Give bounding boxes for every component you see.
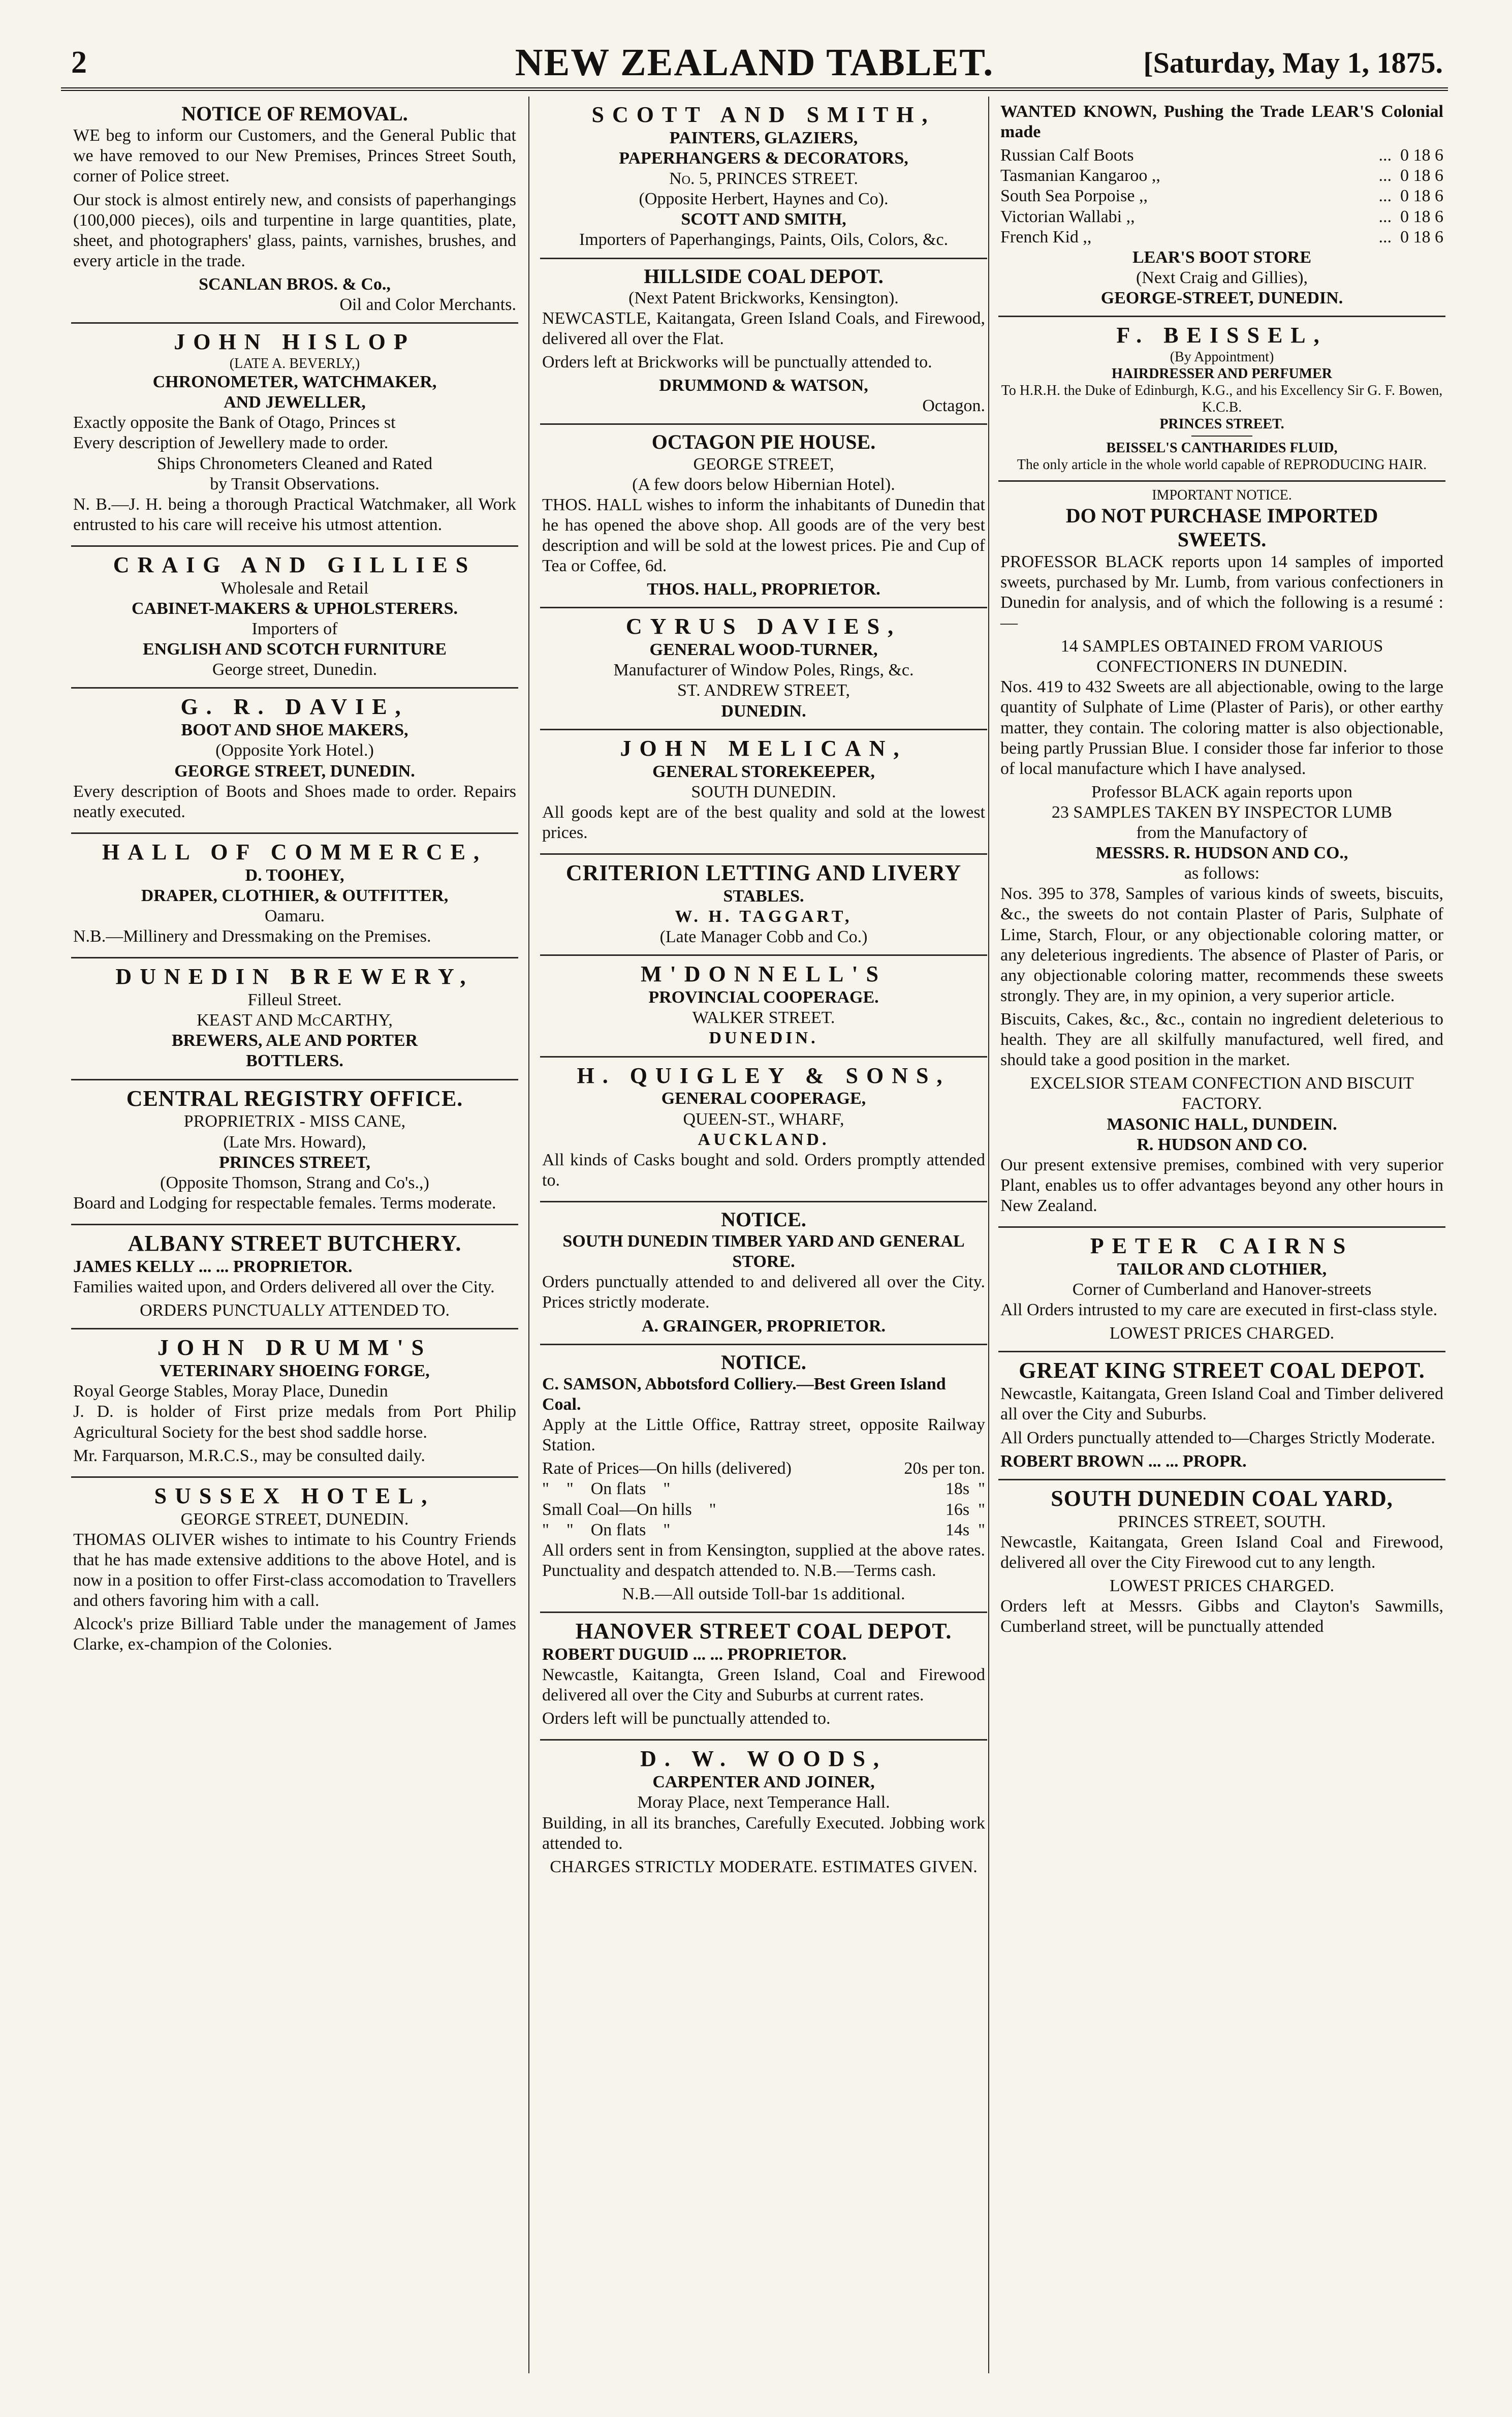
ad-text: PROFESSOR BLACK reports upon 14 samples of imported sweets, purchased by Mr. Lumb, from various confectioners in Dunedin for analysis, and of which the following is a resumé :— — [1000, 552, 1443, 632]
ad-line: No. 5, PRINCES STREET. — [669, 169, 858, 189]
ad-line: ORDERS PUNCTUALLY ATTENDED TO. — [140, 1301, 450, 1320]
ad-text: Newcastle, Kaitangata, Green Island Coal and Firewood, delivered all over the City Firewood cut to any length. — [1000, 1532, 1443, 1572]
ad-text: Orders punctually attended to and delivered all over the City. Prices strictly moderate. — [542, 1273, 985, 1312]
ad-line: (By Appointment) — [1170, 349, 1274, 365]
price-row — [542, 1479, 985, 1499]
ad-line: Manufacturer of Window Poles, Rings, &c. — [613, 661, 914, 680]
advertiser-name: SCANLAN BROS. & Co., — [199, 274, 391, 294]
ad-heading: GREAT KING STREET COAL DEPOT. — [1019, 1358, 1425, 1383]
price-cell: ... — [1378, 187, 1392, 206]
ad-line: KEAST AND McCARTHY, — [197, 1011, 393, 1030]
ad-heading: DO NOT PURCHASE IMPORTED — [1065, 504, 1378, 528]
ad-line: (Opposite Herbert, Haynes and Co). — [639, 190, 889, 209]
ad-heading: SCOTT AND SMITH, — [591, 102, 936, 127]
ad-line: Wholesale and Retail — [220, 578, 369, 598]
ad-heading: CRITERION LETTING AND LIVERY — [565, 860, 962, 886]
ad-line: Octagon. — [922, 396, 985, 416]
price-row — [1000, 166, 1443, 186]
ad-heading: PETER CAIRNS — [1090, 1233, 1354, 1259]
ad-line: CHRONOMETER, WATCHMAKER, — [152, 373, 437, 392]
ad-heading: G. R. DAVIE, — [180, 694, 409, 720]
ad-text: THOS. HALL wishes to inform the inhabitants of Dunedin that he has opened the above shop. All goods are of the very best description and will be sold at the lowest prices. Pie and Cup of Tea or Coffee, 6d. — [542, 495, 985, 576]
price-row — [542, 1520, 985, 1540]
ad-text: Orders left at Messrs. Gibbs and Clayton's Sawmills, Cumberland street, will be punctually attended — [1000, 1597, 1443, 1636]
price-row — [1000, 145, 1443, 166]
price-row — [1000, 227, 1443, 247]
ad-mdonnell-cooperage — [540, 956, 987, 1057]
ad-line: CABINET-MAKERS & UPHOLSTERERS. — [131, 599, 458, 618]
ad-line: (Opposite Thomson, Strang and Co's.,) — [160, 1173, 429, 1192]
ad-quigley-cooperage — [540, 1058, 987, 1202]
ad-line: as follows: — [1184, 864, 1260, 883]
ad-line: GEORGE STREET, DUNEDIN. — [180, 1509, 409, 1529]
ad-line: C. SAMSON, Abbotsford Colliery.—Best Green Island Coal. — [542, 1374, 946, 1414]
ad-heading: M'DONNELL'S — [640, 962, 887, 987]
ad-great-king-coal — [998, 1352, 1445, 1480]
price-row — [1000, 186, 1443, 206]
ad-line: WALKER STREET. — [692, 1008, 835, 1028]
advertiser-name: A. GRAINGER, PROPRIETOR. — [641, 1316, 886, 1336]
ad-line: Importers of Paperhangings, Paints, Oils, Colors, &c. — [579, 230, 949, 250]
ad-hall-of-commerce — [71, 834, 518, 958]
ad-john-hislop — [71, 324, 518, 547]
ad-heading: CRAIG AND GILLIES — [113, 552, 477, 577]
ad-line: DUNEDIN. — [721, 701, 806, 721]
price-cell: ... — [1378, 166, 1392, 185]
ad-albany-butchery — [71, 1225, 518, 1329]
ad-line: Importers of — [251, 619, 338, 639]
ad-heading: F. BEISSEL, — [1116, 323, 1328, 348]
ad-line: GENERAL COOPERAGE, — [661, 1089, 866, 1108]
ad-line: GEORGE STREET, — [693, 454, 834, 474]
price-cell: 0 18 6 — [1400, 207, 1443, 226]
price-cell: Russian Calf Boots — [1000, 146, 1134, 165]
ad-text: J. D. is holder of First prize medals from Port Philip Agricultural Society for the best shod saddle horse. — [73, 1402, 516, 1442]
ad-line: MESSRS. R. HUDSON AND CO., — [1095, 844, 1348, 863]
price-cell — [1392, 227, 1400, 247]
advertiser-trade: Oil and Color Merchants. — [339, 295, 516, 315]
ad-line: MASONIC HALL, DUNDEIN. — [1107, 1114, 1337, 1134]
ad-line: PROPRIETRIX - MISS CANE, — [183, 1112, 406, 1131]
ad-heading: D. W. WOODS, — [640, 1746, 887, 1772]
ad-line: George street, Dunedin. — [212, 660, 377, 679]
ad-notice-of-removal — [71, 97, 518, 324]
ad-hudson-sweets — [998, 482, 1445, 1228]
ad-line: Royal George Stables, Moray Place, Dunedin — [73, 1382, 388, 1401]
ad-john-drumm — [71, 1329, 518, 1477]
ad-heading: JOHN HISLOP — [174, 329, 416, 355]
column-rule — [528, 97, 529, 2373]
ad-heading: SWEETS. — [1177, 528, 1267, 551]
ad-line: SCOTT AND SMITH, — [681, 210, 846, 229]
ad-line: (LATE A. BEVERLY,) — [229, 356, 360, 372]
price-cell: 0 18 6 — [1400, 187, 1443, 206]
ad-line: D. TOOHEY, — [245, 865, 344, 885]
ad-craig-and-gillies — [71, 547, 518, 689]
price-cell: Tasmanian Kangaroo ,, — [1000, 166, 1160, 185]
ad-line: The only article in the whole world capable of REPRODUCING HAIR. — [1017, 457, 1427, 473]
ad-line: AND JEWELLER, — [224, 393, 366, 412]
ad-text: Newcastle, Kaitangata, Green Island Coal and Timber delivered all over the City and Suburbs. — [1000, 1384, 1443, 1424]
ad-text: Biscuits, Cakes, &c., &c., contain no ingredient deleterious to health. They are all skilfully manufactured, well fired, and should take a good position in the market. — [1000, 1010, 1443, 1070]
ad-text: Orders left at Brickworks will be punctually attended to. — [542, 353, 932, 372]
ad-line: (A few doors below Hibernian Hotel). — [632, 475, 895, 494]
ad-line: VETERINARY SHOEING FORGE, — [160, 1361, 430, 1381]
ad-line: ROBERT DUGUID ... ... PROPRIETOR. — [542, 1645, 847, 1664]
ad-line: Every description of Jewellery made to order. — [73, 433, 389, 453]
ad-text: Newcastle, Kaitangta, Green Island, Coal and Firewood delivered all over the City and Suburbs at current rates. — [542, 1665, 985, 1705]
price-cell: 14s " — [945, 1520, 985, 1539]
price-cell: ... — [1378, 227, 1392, 246]
price-cell: 0 18 6 — [1400, 146, 1443, 165]
ad-text: Apply at the Little Office, Rattray street, opposite Railway Station. — [542, 1415, 985, 1455]
price-cell: Victorian Wallabi ,, — [1000, 207, 1135, 226]
ad-line: AUCKLAND. — [698, 1130, 830, 1149]
ad-text: Building, in all its branches, Carefully Executed. Jobbing work attended to. — [542, 1813, 985, 1853]
ad-line: BOTTLERS. — [246, 1051, 343, 1071]
ad-line: (Late Manager Cobb and Co.) — [659, 927, 868, 947]
ad-line: R. HUDSON AND CO. — [1137, 1135, 1307, 1154]
ad-line: SOUTH DUNEDIN. — [691, 782, 836, 801]
ad-line: ENGLISH AND SCOTCH FURNITURE — [143, 640, 447, 659]
ad-line: Ships Chronometers Cleaned and Rated — [156, 454, 432, 473]
ad-line: 23 SAMPLES TAKEN BY INSPECTOR LUMB — [1051, 802, 1393, 822]
ad-line: (Late Mrs. Howard), — [223, 1132, 366, 1152]
ad-hanover-coal — [540, 1613, 987, 1741]
ad-line: STABLES. — [723, 886, 804, 906]
price-cell — [1392, 186, 1400, 206]
masthead — [61, 30, 1448, 86]
ad-text: All kinds of Casks bought and sold. Orders promptly attended to. — [542, 1150, 985, 1190]
ad-south-dunedin-coal — [998, 1480, 1445, 1648]
ad-line: PAINTERS, GLAZIERS, — [669, 128, 858, 147]
price-cell: 0 18 6 — [1400, 166, 1443, 185]
ad-heading: HALL OF COMMERCE, — [102, 839, 488, 864]
ad-line: LOWEST PRICES CHARGED. — [1109, 1324, 1335, 1343]
ad-text: Board and Lodging for respectable females. Terms moderate. — [73, 1193, 496, 1213]
ad-line: TAILOR AND CLOTHIER, — [1117, 1260, 1327, 1279]
price-cell: " " On flats " — [542, 1520, 671, 1539]
price-cell — [1392, 207, 1400, 227]
ad-line: JAMES KELLY ... ... PROPRIETOR. — [73, 1257, 353, 1276]
ad-line: CARPENTER AND JOINER, — [652, 1773, 875, 1792]
ad-criterion-stables — [540, 855, 987, 956]
ad-central-registry — [71, 1080, 518, 1225]
ad-line: (Next Patent Brickworks, Kensington). — [628, 288, 899, 307]
ad-text: N. B.—J. H. being a thorough Practical Watchmaker, all Work entrusted to his care will receive his utmost attention. — [73, 494, 516, 534]
column-rule — [988, 97, 989, 2373]
ad-line: PRINCES STREET, — [219, 1153, 370, 1172]
price-cell: French Kid ,, — [1000, 227, 1092, 246]
ad-line: SOUTH DUNEDIN TIMBER YARD AND GENERAL STORE. — [562, 1232, 965, 1272]
ad-line: DRAPER, CLOTHIER, & OUTFITTER, — [141, 886, 449, 905]
ad-line: 14 SAMPLES OBTAINED FROM VARIOUS CONFECTIONERS IN DUNEDIN. — [1060, 637, 1383, 676]
ad-davie — [71, 689, 518, 833]
ad-line: PAPERHANGERS & DECORATORS, — [619, 149, 908, 168]
ad-line: QUEEN-ST., WHARF, — [683, 1109, 844, 1129]
ad-heading: CYRUS DAVIES, — [625, 614, 902, 639]
ad-heading: OCTAGON PIE HOUSE. — [651, 430, 876, 454]
ad-text: All orders sent in from Kensington, supplied at the above rates. Punctuality and despatch attended to. N.B.—Terms cash. — [542, 1540, 985, 1580]
ad-octagon-pie-house — [540, 425, 987, 608]
issue-date: [Saturday, May 1, 1875. — [1143, 46, 1443, 79]
ad-text: Our stock is almost entirely new, and consists of paperhangings (100,000 pieces), oils and turpentine in large quantities, plate, sheet, and photographers' glass, paints, varnishes, brushes, and every article in the trade. — [73, 190, 516, 270]
newspaper-title: NEW ZEALAND TABLET. — [515, 41, 994, 84]
column-1 — [71, 97, 518, 2383]
ad-line: BREWERS, ALE AND PORTER — [171, 1031, 418, 1050]
price-cell: Small Coal—On hills " — [542, 1500, 716, 1519]
ad-heading: CENTRAL REGISTRY OFFICE. — [126, 1086, 463, 1111]
ad-scott-and-smith — [540, 97, 987, 259]
ad-john-melican — [540, 730, 987, 855]
ad-heading: JOHN DRUMM'S — [157, 1335, 432, 1360]
price-cell: ... — [1378, 207, 1392, 226]
ad-line: PROVINCIAL COOPERAGE. — [648, 988, 879, 1007]
ad-text: Orders left will be punctually attended to. — [542, 1709, 831, 1728]
masthead-rule — [61, 87, 1448, 91]
price-cell — [1392, 166, 1400, 186]
ad-samson-coal — [540, 1345, 987, 1613]
ad-dunedin-brewery — [71, 958, 518, 1080]
price-cell — [1392, 145, 1400, 166]
ad-line: BEISSEL'S CANTHARIDES FLUID, — [1106, 440, 1338, 456]
ad-line: Moray Place, next Temperance Hall. — [637, 1793, 890, 1812]
ad-line: from the Manufactory of — [1136, 823, 1308, 843]
ad-heading: HILLSIDE COAL DEPOT. — [644, 264, 884, 288]
ad-text: All Orders intrusted to my care are executed in first-class style. — [1000, 1300, 1438, 1320]
ad-line: BOOT AND SHOE MAKERS, — [181, 721, 408, 740]
ad-line: (Opposite York Hotel.) — [215, 741, 374, 760]
price-row — [1000, 207, 1443, 227]
ad-text: Our present extensive premises, combined with very superior Plant, enables us to offer advantages beyond any other hours in New Zealand. — [1000, 1155, 1443, 1216]
ad-lears-boots — [998, 97, 1445, 317]
price-cell: " " On flats " — [542, 1479, 671, 1499]
ad-heading: ALBANY STREET BUTCHERY. — [128, 1231, 462, 1256]
ad-text: All goods kept are of the best quality and sold at the lowest prices. — [542, 802, 985, 842]
ad-line: GEORGE STREET, DUNEDIN. — [174, 761, 415, 781]
column-2 — [540, 97, 987, 2383]
price-cell: South Sea Porpoise ,, — [1000, 187, 1148, 206]
ad-line: by Transit Observations. — [210, 474, 380, 493]
ad-line: GENERAL STOREKEEPER, — [652, 762, 875, 781]
ad-beissel-hairdresser — [998, 317, 1445, 482]
ad-heading: NOTICE. — [721, 1207, 806, 1231]
ad-line: To H.R.H. the Duke of Edinburgh, K.G., and his Excellency Sir G. F. Bowen, K.C.B. — [1001, 383, 1443, 416]
ad-text: Nos. 395 to 378, Samples of various kinds of sweets, biscuits, &c., the sweets do not contain Plaster of Paris, Sulphate of Lime, Starch, Flour, or any objectionable coloring matter, or any deleterious ingredients. The absence of Plaster of Paris, or any objectionable coloring matter, recommends these sweets strongly. They are, in my opinion, a very superior article. — [1000, 884, 1443, 1005]
ad-text: N.B.—Millinery and Dressmaking on the Premises. — [73, 927, 431, 946]
ad-hillside-coal — [540, 259, 987, 425]
ad-text: WANTED KNOWN, Pushing the Trade LEAR'S Colonial made — [1000, 102, 1443, 142]
price-cell: 20s per ton. — [904, 1459, 985, 1478]
ad-line: N.B.—All outside Toll-bar 1s additional. — [622, 1584, 905, 1603]
ad-text: THOMAS OLIVER wishes to intimate to his Country Friends that he has made extensive additions to the above Hotel, and is now in a position to offer First-class accomodation to Travellers and others favoring him with a call. — [73, 1530, 516, 1610]
ad-line: PRINCES STREET. — [1159, 416, 1284, 432]
ad-woods-carpenter — [540, 1741, 987, 1884]
ad-line: GEORGE-STREET, DUNEDIN. — [1100, 288, 1343, 307]
ad-line: IMPORTANT NOTICE. — [1152, 487, 1292, 504]
ad-heading: HANOVER STREET COAL DEPOT. — [575, 1619, 952, 1644]
page-number: 2 — [71, 45, 87, 80]
ad-line: Professor BLACK again reports upon — [1091, 782, 1352, 801]
ad-line: LOWEST PRICES CHARGED. — [1109, 1576, 1335, 1596]
price-cell: 16s " — [945, 1500, 985, 1519]
ad-heading: NOTICE. — [721, 1350, 806, 1374]
ad-line: DUNEDIN. — [709, 1029, 818, 1048]
ad-timber-yard — [540, 1202, 987, 1345]
price-cell: 18s " — [945, 1479, 985, 1499]
advertiser-name: DRUMMOND & WATSON, — [659, 376, 868, 395]
ad-sussex-hotel — [71, 1478, 518, 1665]
ad-text: All Orders punctually attended to—Charges Strictly Moderate. — [1000, 1428, 1435, 1447]
ad-peter-cairns — [998, 1228, 1445, 1352]
ad-line: W. H. TAGGART, — [675, 907, 853, 926]
ad-text: Families waited upon, and Orders delivered all over the City. — [73, 1278, 495, 1297]
ad-text: NEWCASTLE, Kaitangata, Green Island Coals, and Firewood, delivered all over the Flat. — [542, 308, 985, 348]
ad-text: Mr. Farquarson, M.R.C.S., may be consulted daily. — [73, 1446, 425, 1465]
price-cell: Rate of Prices—On hills (delivered) — [542, 1459, 792, 1478]
ad-line: CHARGES STRICTLY MODERATE. ESTIMATES GIVEN. — [550, 1857, 978, 1876]
ad-line: HAIRDRESSER AND PERFUMER — [1111, 366, 1333, 382]
ad-heading: JOHN MELICAN, — [620, 735, 907, 761]
ad-heading: H. QUIGLEY & SONS, — [577, 1063, 951, 1088]
ad-line: PRINCES STREET, SOUTH. — [1118, 1512, 1326, 1531]
advertiser-name: THOS. HALL, PROPRIETOR. — [647, 580, 880, 599]
ad-line: EXCELSIOR STEAM CONFECTION AND BISCUIT FACTORY. — [1030, 1074, 1414, 1113]
divider — [1191, 436, 1252, 437]
ad-line: Oamaru. — [264, 907, 325, 926]
ad-line: Filleul Street. — [247, 990, 342, 1010]
price-cell: ... — [1378, 146, 1392, 165]
price-row — [542, 1459, 985, 1479]
ad-line: ST. ANDREW STREET, — [677, 681, 850, 700]
ad-heading: SUSSEX HOTEL, — [154, 1483, 435, 1508]
ad-text: WE beg to inform our Customers, and the General Public that we have removed to our New Premises, Princes Street South, corner of Police street. — [73, 126, 516, 186]
ad-line: LEAR'S BOOT STORE — [1132, 247, 1312, 267]
ad-heading: DUNEDIN BREWERY, — [115, 964, 474, 989]
ad-heading: NOTICE OF REMOVAL. — [181, 102, 408, 125]
price-row — [542, 1500, 985, 1520]
ad-line: (Next Craig and Gillies), — [1136, 268, 1308, 287]
ad-line: Exactly opposite the Bank of Otago, Princes st — [73, 413, 396, 432]
price-cell: 0 18 6 — [1400, 227, 1443, 246]
ad-text: Every description of Boots and Shoes made to order. Repairs neatly executed. — [73, 782, 516, 821]
ad-line: Corner of Cumberland and Hanover-streets — [1072, 1280, 1372, 1299]
ad-text: Nos. 419 to 432 Sweets are all abjectionable, owing to the large quantity of Sulphate of Lime (Plaster of Paris), or other earthy matter, they contain. The coloring matter is also objectionable, being partly Prussian Blue. I consider those far inferior to those of local manufacture which I have analysed. — [1000, 677, 1443, 778]
ad-line: GENERAL WOOD-TURNER, — [649, 640, 878, 660]
ad-heading: SOUTH DUNEDIN COAL YARD, — [1051, 1485, 1393, 1511]
ad-line: ROBERT BROWN ... ... PROPR. — [1000, 1451, 1247, 1471]
ad-cyrus-davies — [540, 608, 987, 730]
column-3 — [998, 97, 1445, 2383]
ad-text: Alcock's prize Billiard Table under the management of James Clarke, ex-champion of the Colonies. — [73, 1615, 516, 1654]
